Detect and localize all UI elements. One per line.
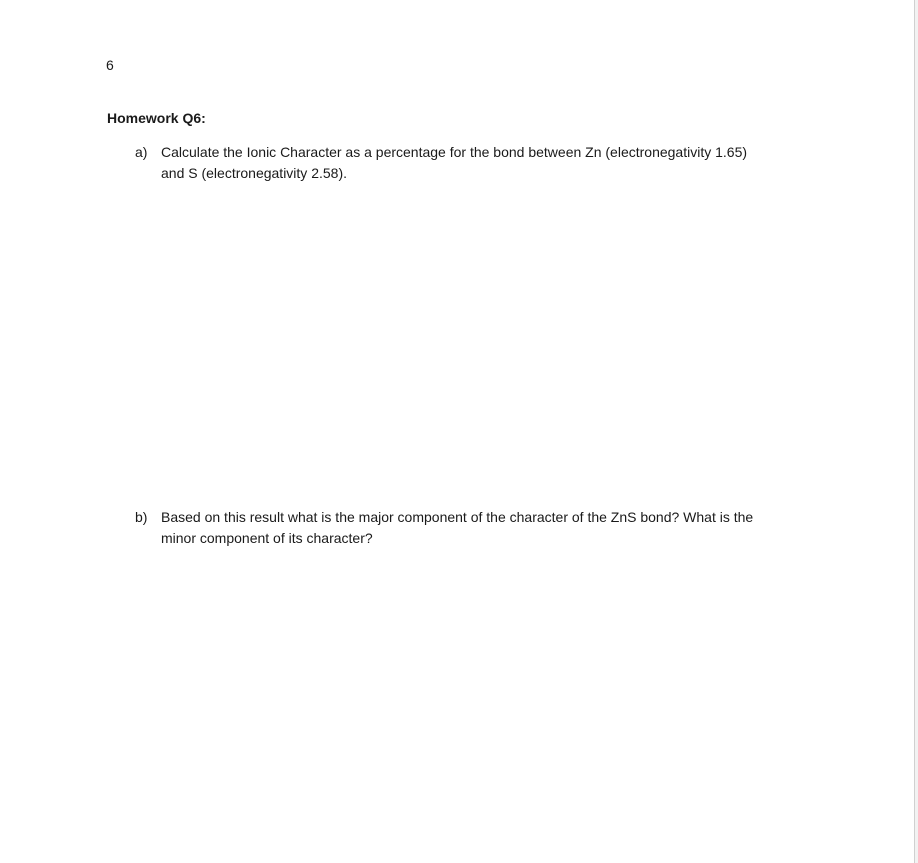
question-b-line-1: Based on this result what is the major component of the character of the ZnS bond? What is the (161, 509, 754, 525)
homework-heading: Homework Q6: (107, 110, 206, 126)
question-a-line-2: and S (electronegativity 2.58). (161, 165, 347, 181)
question-b-line-2: minor component of its character? (161, 530, 373, 546)
question-a (135, 142, 835, 184)
question-a-marker: a) (135, 144, 148, 160)
question-b (135, 507, 835, 549)
question-a-line-1: Calculate the Ionic Character as a percentage for the bond between Zn (electronegativity 1.65) (161, 144, 748, 160)
page-number: 6 (106, 57, 114, 73)
question-b-marker: b) (135, 509, 148, 525)
